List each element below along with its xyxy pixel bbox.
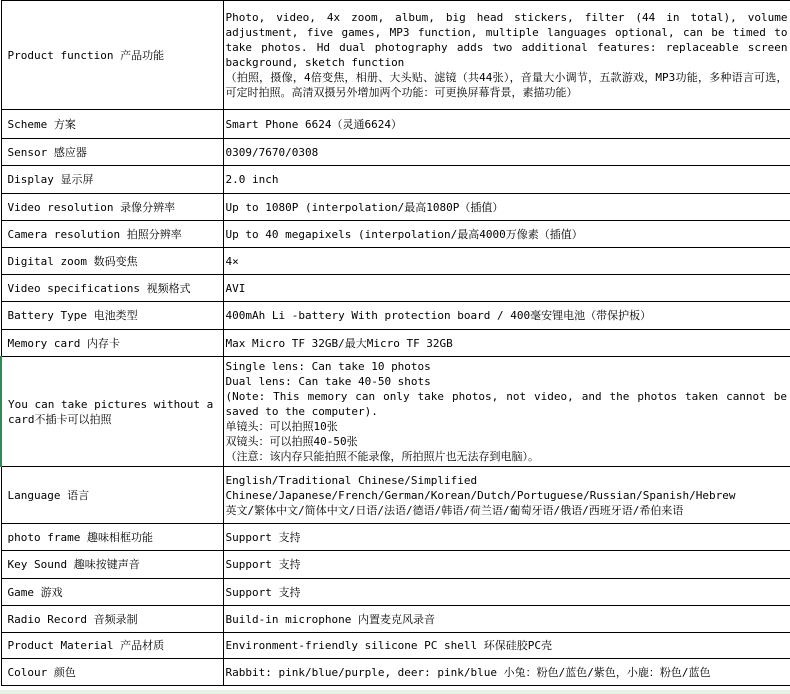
table-row (1, 275, 790, 302)
row-label: Digital zoom 数码变焦 (1, 248, 223, 275)
row-label: Key Sound 趣味按键声音 (1, 551, 223, 579)
row-label: Product Material 产品材质 (1, 633, 223, 659)
row-label: Scheme 方案 (1, 110, 223, 139)
row-value: Up to 1080P (interpolation/最高1080P（插值） (223, 194, 790, 221)
table-row (1, 579, 790, 606)
row-value: Up to 40 megapixels (interpolation/最高4000万像素（插值） (223, 221, 790, 248)
table-row (1, 248, 790, 275)
row-label: Language 语言 (1, 467, 223, 524)
row-label: Colour 颜色 (1, 659, 223, 686)
row-label: Game 游戏 (1, 579, 223, 606)
table-row (1, 357, 790, 467)
row-value: Support 支持 (223, 579, 790, 606)
row-value: Rabbit: pink/blue/purple, deer: pink/blue 小兔：粉色/蓝色/紫色，小鹿：粉色/蓝色 (223, 659, 790, 686)
row-value: Support 支持 (223, 551, 790, 579)
table-row (1, 606, 790, 633)
row-value: AVI (223, 275, 790, 302)
bottom-edge-strip (0, 690, 790, 694)
table-row (1, 110, 790, 139)
row-label: Product function 产品功能 (1, 1, 223, 110)
row-value: Photo, video, 4x zoom, album, big head stickers, filter (44 in total), volume adjustment, five games, MP3 function, multiple languages optional, can be timed to take photos. Hd dual photography adds two additional features: replaceable screen background, sketch function （拍照，摄像，4倍变焦，相册、大头贴、滤镜（共44张），音量大小调节，五款游戏，MP3功能，多种语言可选，可定时拍照。高清双摄另外增加两个功能：可更换屏幕背景，素描功能） (223, 1, 790, 110)
row-label: Sensor 感应器 (1, 139, 223, 166)
row-label: Memory card 内存卡 (1, 330, 223, 357)
table-row (1, 633, 790, 659)
row-value: 0309/7670/0308 (223, 139, 790, 166)
table-row (1, 302, 790, 330)
table-row (1, 139, 790, 166)
row-label: Battery Type 电池类型 (1, 302, 223, 330)
table-row (1, 221, 790, 248)
table-row (1, 524, 790, 551)
row-label: Radio Record 音频录制 (1, 606, 223, 633)
row-value: 2.0 inch (223, 166, 790, 194)
row-value: Support 支持 (223, 524, 790, 551)
row-value: Build-in microphone 内置麦克风录音 (223, 606, 790, 633)
row-label: You can take pictures without a card不插卡可以拍照 (1, 357, 223, 467)
table-row (1, 330, 790, 357)
row-label: Video resolution 录像分辨率 (1, 194, 223, 221)
table-row (1, 551, 790, 579)
table-row (1, 467, 790, 524)
table-row (1, 1, 790, 110)
row-label: Camera resolution 拍照分辨率 (1, 221, 223, 248)
row-label: Video specifications 视频格式 (1, 275, 223, 302)
table-row (1, 659, 790, 686)
row-value: Max Micro TF 32GB/最大Micro TF 32GB (223, 330, 790, 357)
row-label: photo frame 趣味相框功能 (1, 524, 223, 551)
row-value: 4× (223, 248, 790, 275)
table-row (1, 166, 790, 194)
row-value: 400mAh Li -battery With protection board / 400毫安锂电池（带保护板） (223, 302, 790, 330)
row-value: Environment-friendly silicone PC shell 环保硅胶PC壳 (223, 633, 790, 659)
row-value: Single lens: Can take 10 photos Dual lens: Can take 40-50 shots (Note: This memory can only take photos, not video, and the photos taken cannot be saved to the computer). 单镜头：可以拍照10张 双镜头：可以拍照40-50张 （注意：该内存只能拍照不能录像，所拍照片也无法存到电脑）。 (223, 357, 790, 467)
row-value: English/Traditional Chinese/Simplified Chinese/Japanese/French/German/Korean/Dutch/Portuguese/Russian/Spanish/Hebrew 英文/繁体中文/简体中文/日语/法语/德语/韩语/荷兰语/葡萄牙语/俄语/西班牙语/希伯来语 (223, 467, 790, 524)
row-value: Smart Phone 6624（灵通6624） (223, 110, 790, 139)
table-row (1, 194, 790, 221)
row-label: Display 显示屏 (1, 166, 223, 194)
